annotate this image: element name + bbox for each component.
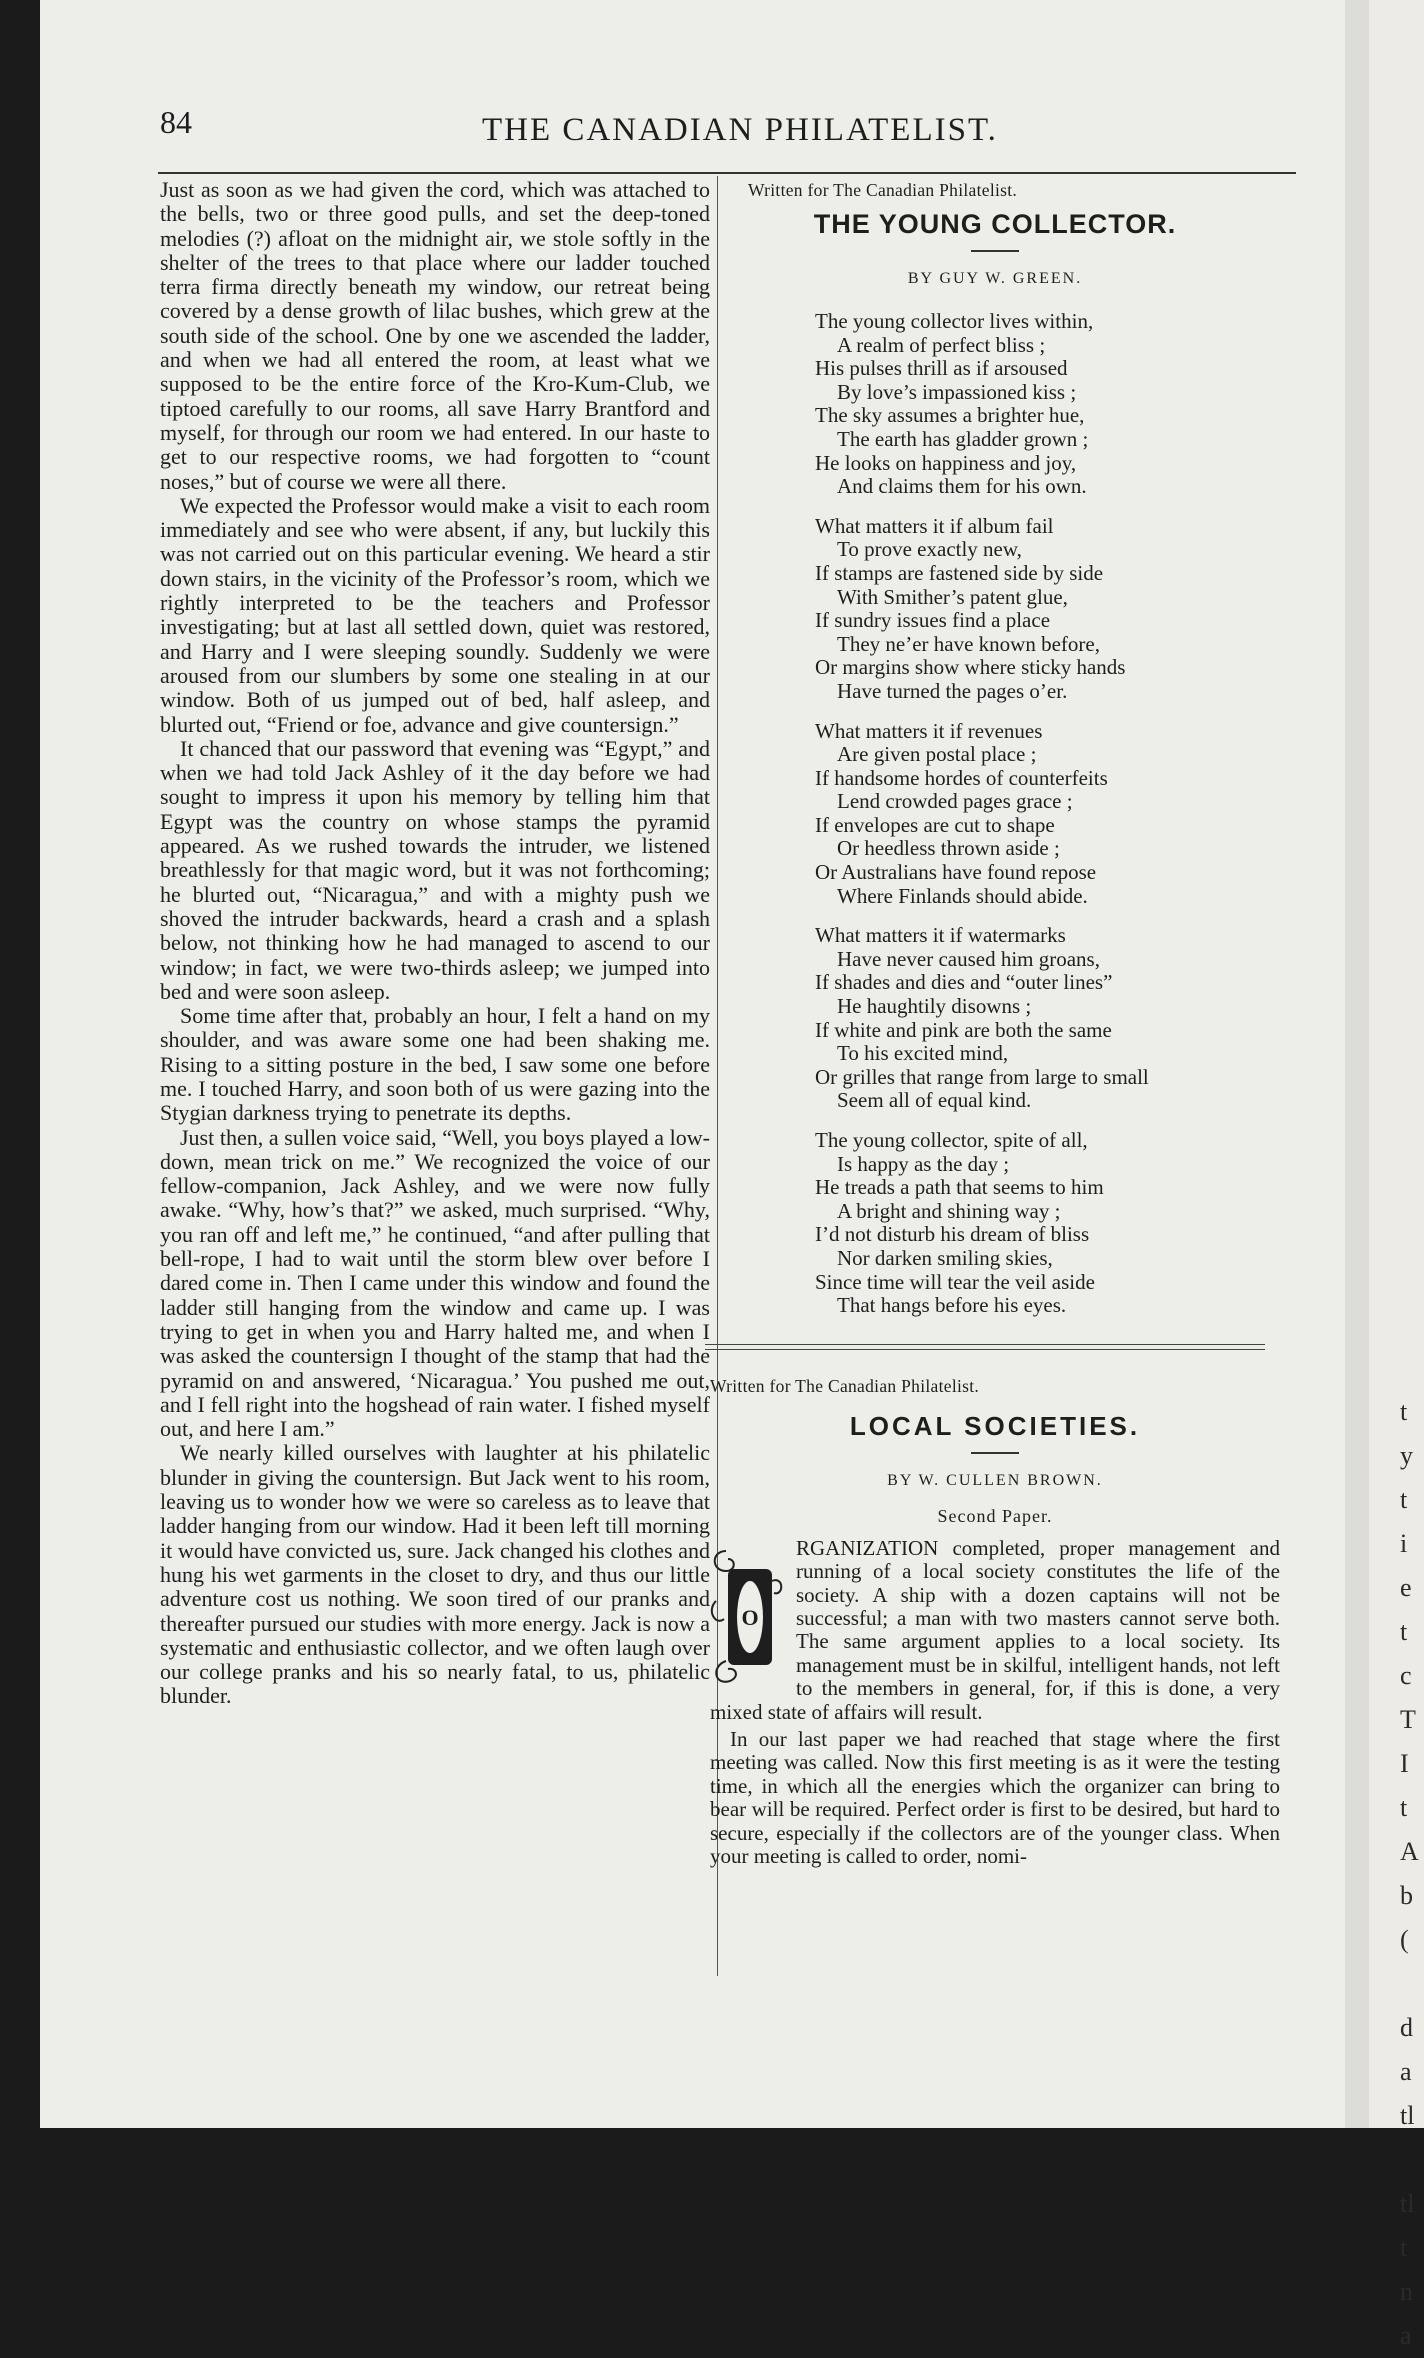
poem-line: Have never caused him groans,	[837, 946, 1100, 971]
poem-line: If sundry issues find a place	[815, 608, 1051, 633]
adjacent-page-letter: t	[1400, 2233, 1408, 2262]
adjacent-page-letter: t	[1400, 1485, 1408, 1514]
poem-line: To prove exactly new,	[837, 537, 1022, 562]
adjacent-page-letter	[1400, 2138, 1424, 2182]
poem-line: What matters it if revenues	[815, 718, 1043, 743]
poem-body	[815, 310, 1280, 1318]
poem-line: Or Australians have found repose	[815, 860, 1097, 885]
adjacent-page-letter: tl	[1400, 2101, 1415, 2130]
poem-line: Since time will tear the veil aside	[815, 1269, 1095, 1294]
poem-line: He treads a path that seems to him	[815, 1175, 1104, 1200]
story-paragraph: It chanced that our password that evening was “Egypt,” and when we had told Jack Ashley of it the day before we had sought to impress it upon his memory by telling him that Egypt was the country on whose stamps the pyramid appeared. As we rushed towards the intruder, we listened breathlessly for that magic word, but it was not forthcoming; he blurted out, “Nicaragua,” and with a mighty push we shoved the intruder backwards, heard a crash and a splash below, not thinking how he had managed to ascend to our window; in fact, we were two-thirds asleep; we jumped into bed and were soon asleep.	[160, 735, 710, 1004]
right-column	[710, 180, 1280, 1868]
poem-line: He haughtily disowns ;	[837, 994, 1032, 1019]
adjacent-page-letter: a	[1400, 2321, 1412, 2350]
poem-line: He looks on happiness and joy,	[815, 450, 1077, 475]
poem-line: Is happy as the day ;	[837, 1151, 1010, 1176]
poem-title: THE YOUNG COLLECTOR.	[813, 209, 1177, 239]
poem-line: Or margins show where sticky hands	[815, 655, 1126, 680]
adjacent-page-letter: (	[1400, 1925, 1409, 1954]
story-paragraph: We nearly killed ourselves with laughter at his philatelic blunder in giving the countersign. But Jack went to his room, leaving us to wonder how we were so careless as to leave that ladder hanging from our window. Had it been left till morning it would have convicted us, sure. Jack changed his clothes and hung his wet garments in the closet to dry, and thus our little adventure cost us nothing. We soon tired of our pranks and thereafter pursued our studies with more energy. Jack is now a systematic and enthusiastic collector, and we often laugh over our college pranks and his so nearly fatal, to us, philatelic blunder.	[160, 1440, 710, 1709]
adjacent-page-letter: n	[1400, 2277, 1413, 2306]
poem-line: The earth has gladder grown ;	[837, 426, 1089, 451]
poem-line: If white and pink are both the same	[815, 1017, 1112, 1042]
running-head: THE CANADIAN PHILATELIST.	[482, 112, 998, 148]
poem-line: A bright and shining way ;	[837, 1198, 1061, 1223]
adjacent-page-letter: e	[1400, 1573, 1412, 1602]
article-paragraph: RGANIZATION completed, proper management and running of a local society constitutes the life of the society. A ship with a dozen captains will not be successful; a man with two masters cannot serve both. The same argument applies to a local society. Its management must be in skilful, intelligent hands, not left to the members in general, for, if this is done, a very mixed state of affairs will result.	[710, 1535, 1280, 1724]
adjacent-page-letter: y	[1400, 1441, 1413, 1470]
ornamental-drop-cap	[706, 1541, 786, 1691]
adjacent-page-letter: t	[1400, 1793, 1408, 1822]
poem-stanza	[815, 720, 1280, 909]
poem-line: If envelopes are cut to shape	[815, 812, 1055, 837]
adjacent-page-letter: tl	[1400, 2189, 1415, 2218]
page-gutter	[1345, 0, 1369, 2128]
left-column-story	[160, 178, 710, 1709]
poem-line: With Smither’s patent glue,	[837, 584, 1068, 609]
title-rule	[971, 250, 1019, 252]
poem-line: The young collector lives within,	[815, 309, 1094, 333]
poem-line: That hangs before his eyes.	[837, 1293, 1067, 1318]
poem-line: By love’s impassioned kiss ;	[837, 379, 1077, 404]
header-rule	[158, 172, 1296, 174]
title-rule	[971, 1452, 1019, 1454]
adjacent-page-letter: d	[1400, 2013, 1413, 2042]
story-paragraph: We expected the Professor would make a visit to each room immediately and see who were absent, if any, but luckily this was not carried out on this particular evening. We heard a stir down stairs, in the vicinity of the Professor’s room, which we rightly interpreted to be the teachers and Professor investigating; but at last all settled down, quiet was restored, and Harry and I were sleeping soundly. Suddenly we were aroused from our slumbers by some one stealing in at our window. Both of us jumped out of bed, half asleep, and blurted out, “Friend or foe, advance and give countersign.”	[160, 492, 710, 737]
adjacent-page-letter: b	[1400, 1881, 1413, 1910]
poem-line: The sky assumes a brighter hue,	[815, 403, 1085, 428]
adjacent-page-letter: i	[1400, 1529, 1408, 1558]
story-paragraph: Just as soon as we had given the cord, which was attached to the bells, two or three good pulls, and set the deep-toned melodies (?) afloat on the midnight air, we stole softly in the shelter of the trees to that place where our ladder touched terra firma directly beneath my window, our retreat being covered by a dense growth of lilac bushes, which grew at the south side of the school. One by one we ascended the ladder, and when we had all entered the room, at least what we supposed to be the entire force of the Kro-Kum-Club, we tiptoed carefully to our rooms, all save Harry Brantford and myself, for through our room we had entered. In our haste to get to our respective rooms, we had forgotten to “count noses,” but of course we were all there.	[160, 177, 710, 494]
adjacent-page-letter	[1400, 1962, 1424, 2006]
poem-line: If shades and dies and “outer lines”	[815, 970, 1113, 995]
article-body	[710, 1537, 1280, 1869]
written-for-credit: Written for The Canadian Philatelist.	[748, 180, 1018, 200]
poem-line: And claims them for his own.	[837, 474, 1087, 499]
article-paragraph: In our last paper we had reached that stage where the first meeting was called. Now this first meeting is as it were the testing time, in which all the energies which the organizer can bring to bear will be required. Perfect order is first to be desired, but hard to secure, especially if the collectors are of the younger class. When your meeting is called to order, nomi-	[710, 1727, 1280, 1869]
local-societies-article	[710, 1376, 1280, 1869]
poem-line: If stamps are fastened side by side	[815, 560, 1104, 585]
adjacent-page-letter: a	[1400, 2057, 1412, 2086]
poem-line: Or grilles that range from large to small	[815, 1064, 1149, 1089]
poem-line: To his excited mind,	[837, 1041, 1009, 1066]
poem-line: His pulses thrill as if arsoused	[815, 356, 1068, 381]
adjacent-page-letter: c	[1400, 1661, 1412, 1690]
written-for-credit: Written for The Canadian Philatelist.	[710, 1375, 980, 1396]
poem-stanza	[815, 515, 1280, 704]
poem-line: A realm of perfect bliss ;	[837, 332, 1046, 357]
poem-line: Nor darken smiling skies,	[837, 1245, 1053, 1270]
drop-cap-letter: O	[741, 1604, 759, 1630]
poem-line: They ne’er have known before,	[837, 631, 1100, 656]
article-title: LOCAL SOCIETIES.	[849, 1410, 1141, 1441]
adjacent-page-letter: t	[1400, 1617, 1408, 1646]
story-paragraph: Just then, a sullen voice said, “Well, you boys played a low-down, mean trick on me.” We recognized the voice of our fellow-companion, Jack Ashley, and we were now fully awake. “Why, how’s that?” we asked, much surprised. “Why, you ran off and left me,” he continued, “and after pulling that bell-rope, I had to wait until the storm blew over before I dared come in. Then I came under this window and found the ladder still hanging from the window and came up. I was trying to get in when you and Harry halted me, and when I was asked the countersign I thought of the stamp that had the pyramid on and answered, ‘Nicaragua.’ You pushed me out, and I fell right into the hogshead of rain water. I fished myself out, and here I am.”	[160, 1124, 710, 1442]
adjacent-page-letter: T	[1400, 1705, 1416, 1734]
article-subtitle: Second Paper.	[937, 1505, 1053, 1526]
poem-line: Lend crowded pages grace ;	[837, 789, 1073, 814]
poem-line: Seem all of equal kind.	[837, 1088, 1032, 1113]
adjacent-page-letter: t	[1400, 1397, 1408, 1426]
poem-stanza	[815, 310, 1280, 499]
adjacent-page-letter: I	[1400, 1749, 1409, 1778]
poem-line: If handsome hordes of counterfeits	[815, 765, 1108, 790]
poem-line: What matters it if watermarks	[815, 923, 1066, 948]
poem-line: Or heedless thrown aside ;	[837, 836, 1060, 861]
poem-line: The young collector, spite of all,	[815, 1128, 1088, 1152]
poem-line: I’d not disturb his dream of bliss	[815, 1222, 1090, 1247]
poem-byline: BY GUY W. GREEN.	[907, 270, 1083, 287]
section-double-rule	[705, 1344, 1265, 1350]
article-byline: BY W. CULLEN BROWN.	[887, 1471, 1103, 1489]
poem-stanza	[815, 924, 1280, 1113]
poem-line: Have turned the pages o’er.	[837, 678, 1068, 703]
poem-stanza	[815, 1129, 1280, 1318]
adjacent-page-letter: A	[1400, 1837, 1419, 1866]
poem-line: Are given postal place ;	[837, 742, 1037, 767]
story-paragraph: Some time after that, probably an hour, I felt a hand on my shoulder, and was aware some one had been shaking me. Rising to a sitting posture in the bed, I saw some one before me. I touched Harry, and soon both of us were gazing into the Stygian darkness trying to penetrate its depths.	[160, 1003, 710, 1126]
poem-line: Where Finlands should abide.	[837, 883, 1088, 908]
adjacent-page-letters	[1400, 1390, 1424, 2358]
page-number: 84	[160, 104, 192, 140]
poem-line: What matters it if album fail	[815, 513, 1054, 538]
